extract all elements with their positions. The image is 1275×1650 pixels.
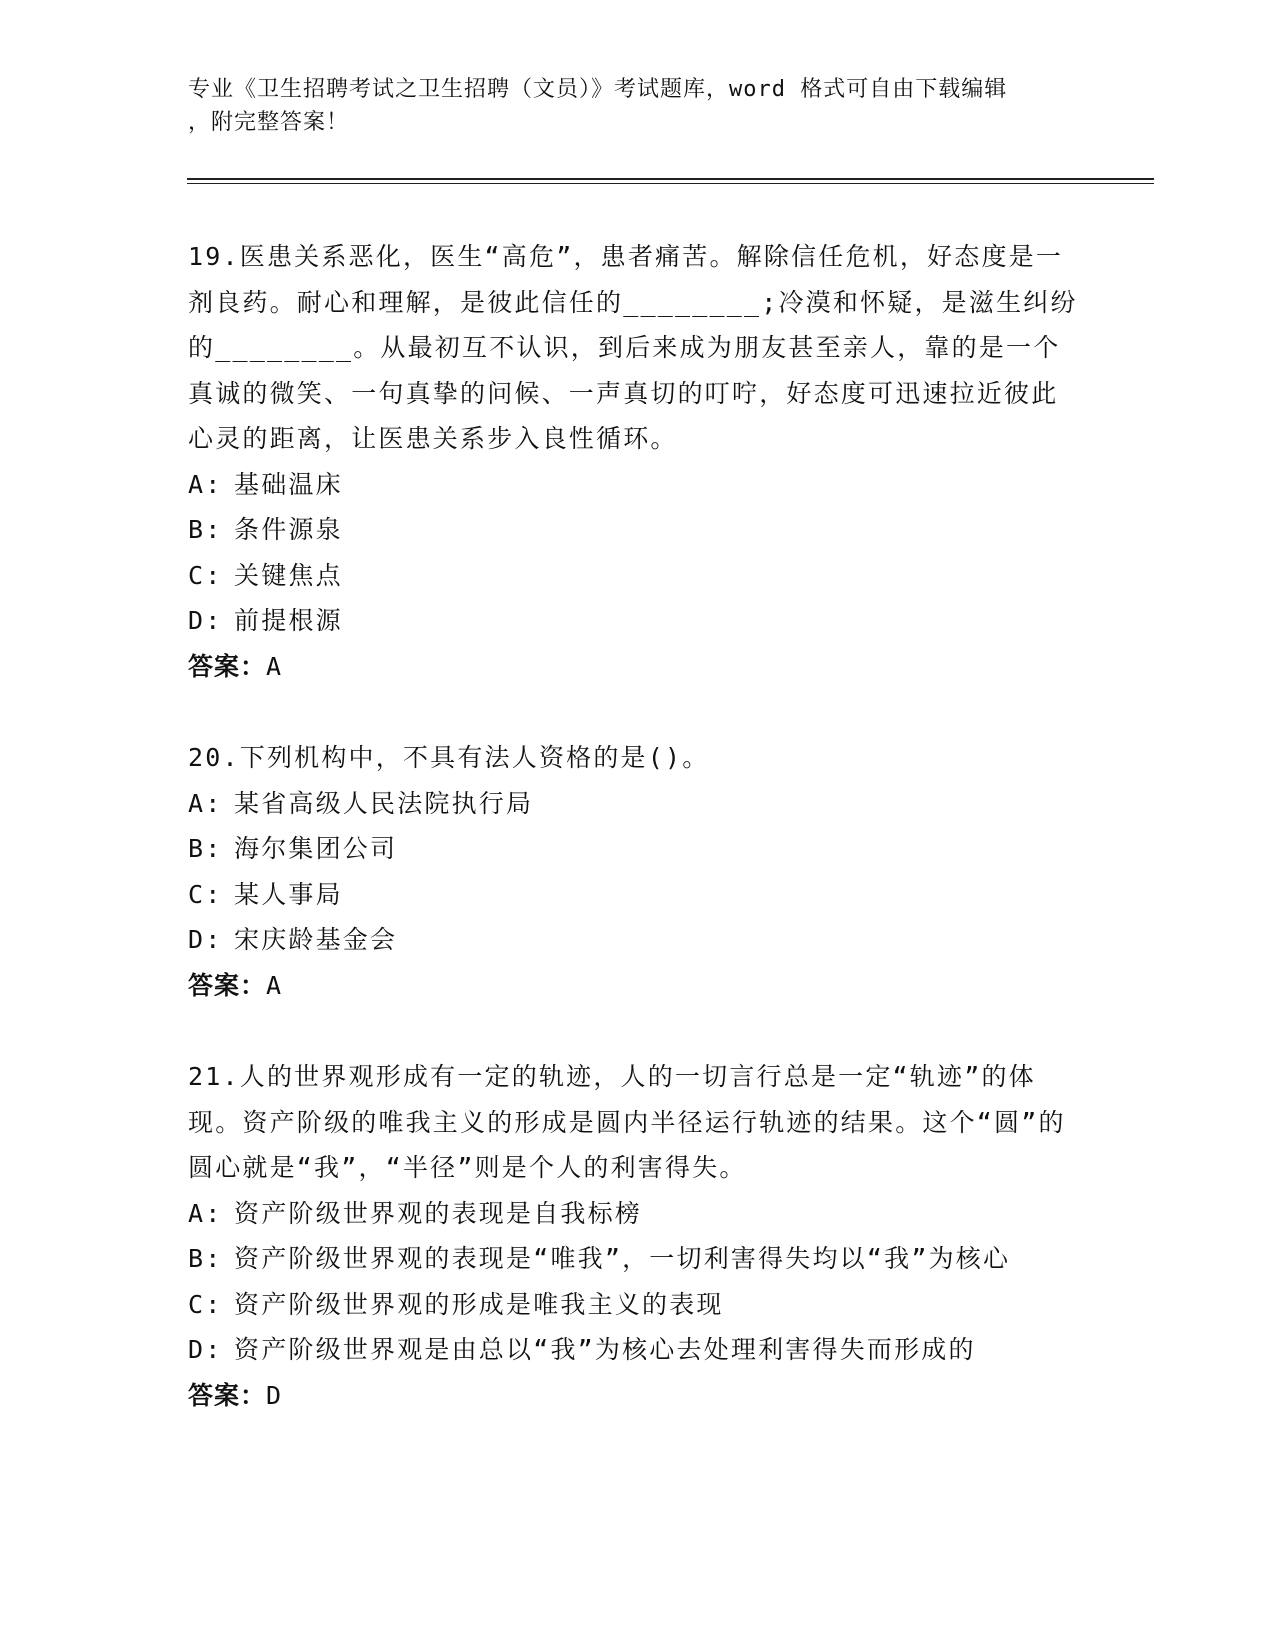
option-text: 海尔集团公司: [234, 834, 398, 863]
question-20: [188, 735, 1078, 1008]
option-text: 资产阶级世界观的表现是自我标榜: [234, 1198, 643, 1228]
option-letter: C:: [188, 879, 223, 909]
answer-label: 答案：: [188, 970, 267, 1000]
answer-label: 答案：: [188, 1380, 267, 1410]
option-text: 资产阶级世界观是由总以“我”为核心去处理利害得失而形成的: [234, 1335, 976, 1364]
answer-value: A: [266, 651, 283, 681]
option-letter: A:: [188, 469, 223, 499]
option-text: 某人事局: [234, 879, 343, 909]
option-d: [188, 598, 1078, 644]
option-letter: B:: [188, 834, 223, 863]
header-line-2: ，附完整答案！: [188, 110, 350, 135]
option-a: [188, 781, 1078, 827]
option-c: [188, 1282, 1078, 1328]
answer-line: [188, 963, 1078, 1009]
option-c: [188, 872, 1078, 918]
option-d: [188, 917, 1078, 963]
option-c: [188, 553, 1078, 599]
answer-line: [188, 1373, 1078, 1419]
question-21: [188, 1054, 1078, 1418]
document-header: [188, 73, 1068, 139]
option-letter: C:: [188, 560, 223, 590]
option-list: [188, 462, 1078, 644]
question-stem: 20.下列机构中，不具有法人资格的是()。: [188, 743, 710, 772]
question-stem: 19.医患关系恶化，医生“高危”，患者痛苦。解除信任危机，好态度是一剂良药。耐心和理解，是彼此信任的________;冷漠和怀疑，是滋生纠纷的________。从最初互不认识，到后来成为朋友甚至亲人，靠的是一个真诚的微笑、一句真挚的问候、一声真切的叮咛，好态度可迅速拉近彼此心灵的距离，让医患关系步入良性循环。: [188, 242, 1078, 453]
option-a: [188, 1191, 1078, 1237]
answer-label: 答案：: [188, 651, 267, 681]
answer-value: D: [266, 1380, 283, 1410]
option-text: 条件源泉: [234, 515, 343, 544]
option-a: [188, 462, 1078, 508]
option-letter: B:: [188, 1244, 223, 1273]
option-text: 关键焦点: [234, 560, 343, 590]
option-b: [188, 826, 1078, 872]
answer-value: A: [266, 970, 283, 1000]
option-d: [188, 1327, 1078, 1373]
option-letter: A:: [188, 1198, 223, 1228]
option-letter: C:: [188, 1289, 223, 1319]
option-letter: D:: [188, 606, 223, 635]
option-list: [188, 781, 1078, 963]
question-stem: 21.人的世界观形成有一定的轨迹，人的一切言行总是一定“轨迹”的体现。资产阶级的唯我主义的形成是圆内半径运行轨迹的结果。这个“圆”的圆心就是“我”，“半径”则是个人的利害得失。: [188, 1062, 1066, 1182]
option-letter: D:: [188, 1335, 223, 1364]
option-letter: D:: [188, 925, 223, 954]
option-b: [188, 1236, 1078, 1282]
option-b: [188, 507, 1078, 553]
option-text: 宋庆龄基金会: [234, 925, 398, 954]
question-list: [188, 234, 1078, 1464]
option-letter: A:: [188, 788, 223, 818]
option-text: 资产阶级世界观的形成是唯我主义的表现: [234, 1289, 724, 1319]
header-divider: [187, 178, 1154, 184]
option-letter: B:: [188, 515, 223, 544]
option-list: [188, 1191, 1078, 1373]
header-line-1: 专业《卫生招聘考试之卫生招聘（文员）》考试题库，word 格式可自由下载编辑: [188, 77, 1008, 102]
answer-line: [188, 644, 1078, 690]
option-text: 基础温床: [234, 469, 343, 499]
option-text: 资产阶级世界观的表现是“唯我”，一切利害得失均以“我”为核心: [234, 1244, 1011, 1273]
question-19: [188, 234, 1078, 689]
option-text: 某省高级人民法院执行局: [234, 788, 534, 818]
option-text: 前提根源: [234, 606, 343, 635]
